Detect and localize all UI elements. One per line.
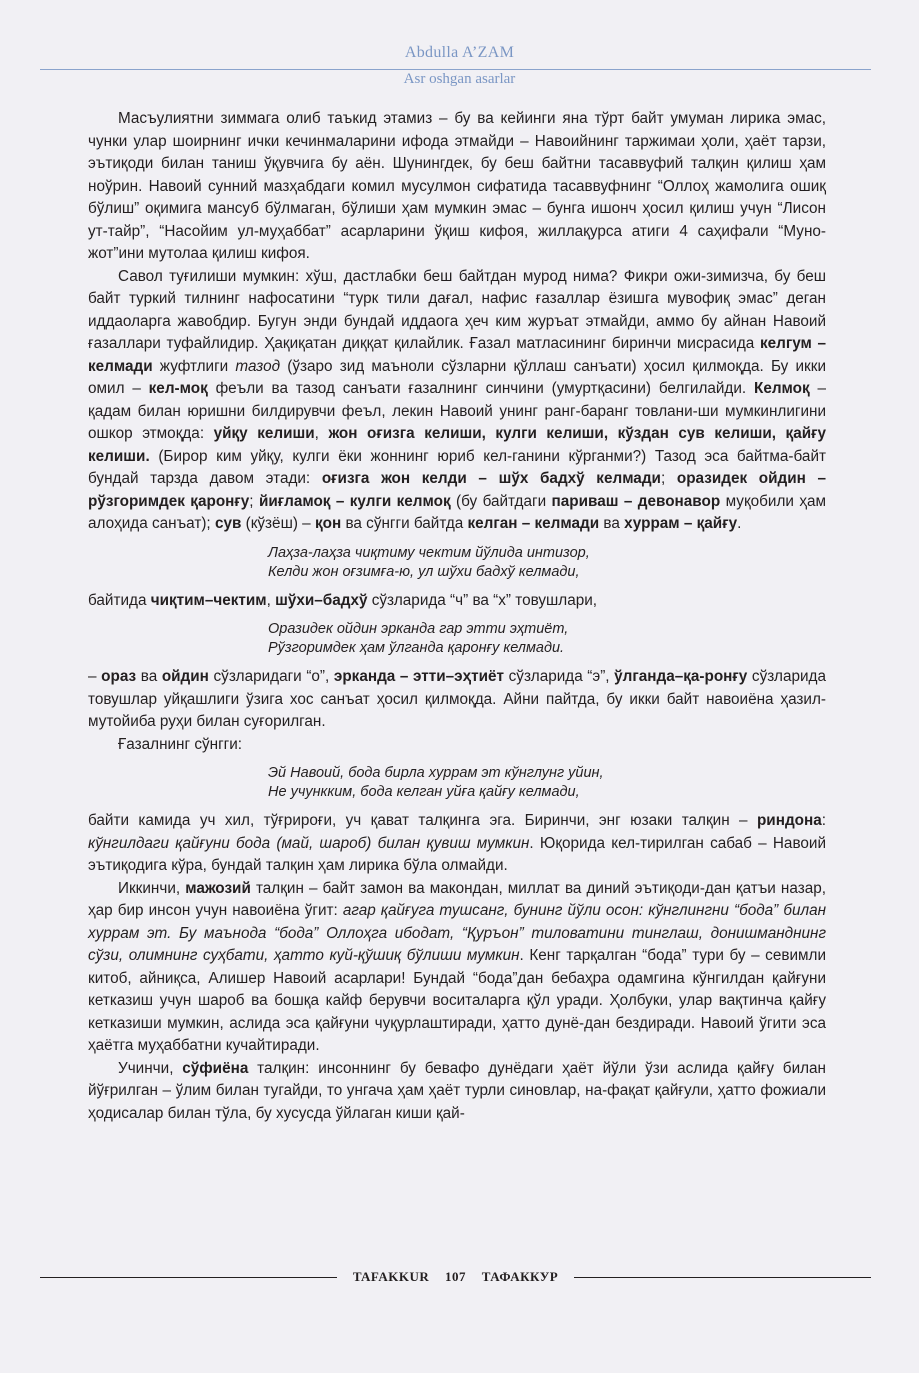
header-rule — [40, 69, 871, 70]
verse-quote-3 — [268, 764, 826, 802]
paragraph-5: Ғазалнинг сўнгги: — [118, 735, 243, 753]
paragraph-3: байтида чиқтим–чектим, шўхи–бадхў сўзларида “ч” ва “х” товушлари, — [88, 591, 598, 609]
verse-quote-2 — [268, 620, 826, 658]
verse-line: Келди жон оғзимға-ю, ул шўхи бадхў келмади, — [268, 563, 580, 580]
paragraph-7: Иккинчи, мажозий талқин – байт замон ва макондан, миллат ва диний эътиқоди-дан қатъи назар, ҳар бир инсон учун навоиёна ўгит: агар қайғуга тушсанг, бунинг йўли осон: кўнглингни “бода” билан хуррам эт. Бу маънода “бода” Оллоҳга ибодат, “Қуръон” тиловатини тинглаш, донишманднинг сўзи, олимнинг суҳбати, ҳатто куй-қўшиқ бўлиши мумкин. Кенг тарқалган “бода” тури бу – севимли китоб, айниқса, Алишер Навоий асарлари! Бундай “бода”дан бебаҳра одамгина кўнгилдан қайғуни кетказиш учун шароб ва бошқа кайф берувчи воситаларга қўл уради. Ҳолбуки, улар вақтинча қайғу кетказиши мумкин, аслида эса қайғуни чуқурлаштиради, ҳатто дунё-дан бездиради. Навоий ўгити эса ҳаётга муҳаббатни кучайтиради. — [88, 879, 826, 1054]
verse-line: Эй Навоий, бода бирла хуррам эт кўнглунг уйин, — [268, 765, 604, 781]
page-body — [88, 108, 826, 1125]
paragraph-2: Савол туғилиши мумкин: хўш, дастлабки беш байтдан мурод нима? Фикри ожи-зимизча, бу беш байт туркий тилнинг нафосатини “турк тили дағал, нафис ғазаллар ёзишга мувофиқ эмас” деган иддаоларга жавобдир. Бугун энди бундай иддаога ҳеч ким журъат этмайди, аммо бу айнан Навоий ғазаллари туфайлидир. Ҳақиқатан диққат қилайлик. Ғазал матласининг биринчи мисрасида келгум – келмади жуфтлиги тазод (ўзаро зид маъноли сўзларни қўллаш санъати) ҳосил қилмоқда. Бу икки омил – кел-моқ феъли ва тазод санъати ғазалнинг синчини (умуртқасини) белгилайди. Келмоқ – қадам билан юришни билдирувчи феъл, лекин Навоий унинг ранг-баранг товлани-ши мумкинлигини ошкор этмоқда: уйқу келиши, жон оғизга келиши, кулги келиши, кўздан сув келиши, қайғу келиши. (Бирор ким уйқу, кулги ёки жоннинг юриб кел-ганини кўрганми?) Тазод эса байтма-байт бундай тарзда давом этади: оғизга жон келди – шўх бадхў келмади; оразидек ойдин – рўзгоримдек қаронғу; йиғламоқ – кулги келмоқ (бу байтдаги париваш – девонавор муқобили ҳам алоҳида санъат); сув (кўзёш) – қон ва сўнгги байтда келган – келмади ва хуррам – қайғу. — [88, 267, 827, 532]
footer-rule-left — [40, 1277, 337, 1278]
verse-line: Оразидек ойдин эрканда гар этти эҳтиёт, — [268, 621, 569, 637]
footer-text — [337, 1269, 574, 1285]
footer-journal-latin: TAFAKKUR — [352, 1269, 430, 1284]
header-book-title: Asr oshgan asarlar — [403, 71, 516, 87]
verse-line: Лаҳза-лаҳза чиқтиму чектим йўлида интизор, — [268, 544, 590, 561]
footer-rule-right — [574, 1277, 871, 1278]
verse-line: Не учункким, бода келган уйға қайғу келмади, — [268, 784, 580, 800]
running-footer — [40, 1267, 871, 1287]
verse-quote-1 — [268, 544, 826, 582]
footer-journal-cyrillic: ТАФАККУР — [481, 1269, 559, 1284]
paragraph-8: Учинчи, сўфиёна талқин: инсоннинг бу бевафо дунёдаги ҳаёт йўли ўзи аслида қайғу билан йўғрилган – ўлим билан тугайди, то унгача ҳам ҳаёт турли синовлар, на-фақат қайғули, ҳатто фожиали ҳодисалар билан тўла, бу хусусда ўйлаган киши қай- — [88, 1059, 826, 1122]
page-number: 107 — [445, 1269, 467, 1284]
paragraph-4: – ораз ва ойдин сўзларидаги “о”, эрканда – этти–эҳтиёт сўзларида “э”, ўлганда–қа-ронғу сўзларида товушлар уйқашлиги ўзига хос санъат ҳосил қилмоқда. Айни пайтда, бу икки байт навоиёна ҳазил-мутойиба руҳи билан суғорилган. — [88, 668, 826, 730]
running-header — [0, 44, 919, 88]
verse-line: Рўзгоримдек ҳам ўлганда қаронғу келмади. — [268, 640, 565, 656]
paragraph-6: байти камида уч хил, тўғрироғи, уч қават талқинга эга. Биринчи, энг юзаки талқин – риндона: кўнгилдаги қайғуни бода (май, шароб) билан қувиш мумкин. Юқорида кел-тирилган сабаб – Навоий эътиқодига кўра, бундай талқин ҳам лирика бўла олмайди. — [88, 812, 826, 874]
paragraph-1: Масъулиятни зиммага олиб таъкид этамиз – бу ва кейинги яна тўрт байт умуман лирика эмас, чунки улар шоирнинг ички кечинмаларини ифода этмайди – Навоийнинг таржимаи ҳоли, ҳаёт тарзи, эътиқоди билан таниш ўқувчига бу аён. Шунингдек, бу беш байтни тасаввуфий талқин қилиш ҳам ноўрин. Навоий сунний мазҳабдаги комил мусулмон сифатида тасаввуфнинг “Оллоҳ жамолига ошиқ бўлиш” оқимига мансуб бўлмаган, бўлиши ҳам мумкин эмас – бунга ишонч ҳосил қилиш учун “Лисон ут-тайр”, “Насойим ул-муҳаббат” асарларини ўқиш кифоя, жиллақурса атиги 4 саҳифали “Муно-жот”ини мутолаа қилиш кифоя. — [88, 110, 826, 262]
header-author: Abdulla A’ZAM — [404, 44, 515, 61]
